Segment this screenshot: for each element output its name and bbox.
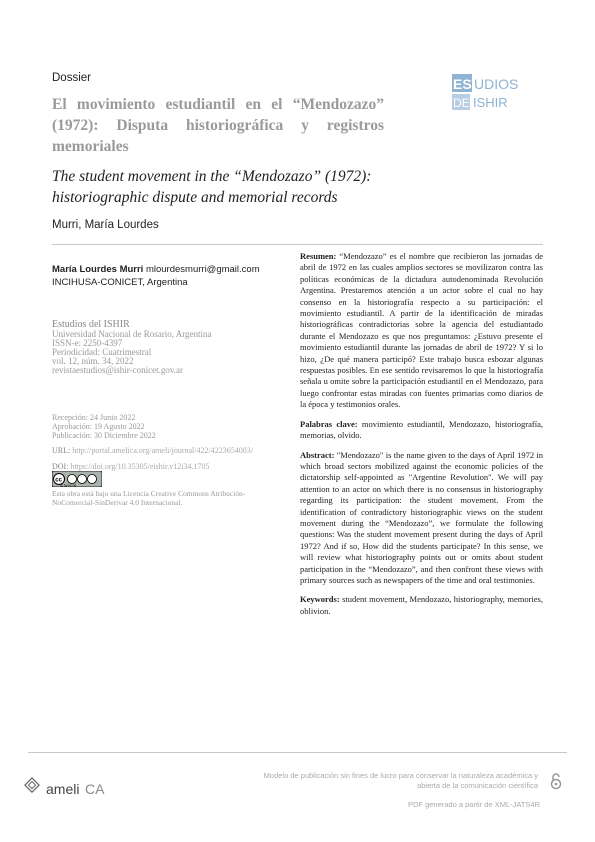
top-divider xyxy=(52,244,543,245)
by-icon xyxy=(68,475,77,484)
abstract-paragraph xyxy=(300,450,543,587)
amelica-diamond-icon xyxy=(25,778,39,792)
amelica-logo[interactable] xyxy=(24,772,144,800)
logo-text-del: DEL xyxy=(453,96,477,110)
resumen-paragraph xyxy=(300,251,543,411)
abstract-label: Abstract: xyxy=(300,449,335,460)
resumen-label: Resumen: xyxy=(300,251,337,261)
journal-periodicity: Periodicidad: Cuatrimestral xyxy=(52,347,152,357)
logo-text-ishir: ISHIR xyxy=(473,95,508,110)
nd-icon xyxy=(88,475,97,484)
journal-email[interactable]: revistaestudios@ishir-conicet.gov.ar xyxy=(52,365,183,375)
date-received: Recepción: 24 Junio 2022 xyxy=(52,413,136,422)
title-spanish: El movimiento estudiantil en el “Mendozazo” (1972): Disputa historiográfica y registros memoriales xyxy=(52,96,384,155)
url-label: URL: xyxy=(52,446,71,455)
logo-text-est: EST xyxy=(453,76,481,92)
author-line: Murri, María Lourdes xyxy=(52,219,159,231)
journal-logo xyxy=(452,74,542,114)
footer-model-line1: Modelo de publicación sin fines de lucro para conservar la naturaleza académica y xyxy=(263,771,538,780)
keywords-label: Keywords: xyxy=(300,594,340,605)
logo-text-udios: UDIOS xyxy=(474,76,519,92)
license-text xyxy=(52,489,284,507)
affiliation-institution: INCIHUSA-CONICET, Argentina xyxy=(52,277,188,288)
abstract-column xyxy=(300,251,543,625)
title-english: The student movement in the “Mendozazo” (1972): historiographic dispute and memorial records xyxy=(52,168,372,206)
amelica-text-b: CA xyxy=(85,781,105,797)
url-line xyxy=(52,446,284,455)
svg-text:cc: cc xyxy=(55,477,62,484)
article-dates xyxy=(52,413,284,440)
journal-info xyxy=(52,320,284,375)
open-access-icon xyxy=(549,772,563,790)
cc-license-badge[interactable] xyxy=(52,471,102,487)
journal-title: Estudios del ISHIR xyxy=(52,319,130,330)
nc-icon xyxy=(78,475,87,484)
license-link[interactable]: Licencia Creative Commons Atribución-NoComercial-SinDerivar 4.0 Internacional. xyxy=(52,489,246,507)
palabras-paragraph xyxy=(300,419,543,442)
palabras-label: Palabras clave: xyxy=(300,418,358,429)
doi-label: DOI: xyxy=(52,462,69,471)
bottom-divider xyxy=(28,752,567,753)
footer-model-line2: abierta de la comunicación científica xyxy=(417,781,538,790)
cc-badge-text: cc by nc nd xyxy=(60,483,77,487)
doi-link[interactable]: https://doi.org/10.35305/eishir.v12i34.1705 xyxy=(70,462,210,471)
footer-model-text xyxy=(232,771,538,791)
keywords-paragraph xyxy=(300,594,543,617)
pdf-generation-note: PDF generado a partir de XML-JATS4R xyxy=(407,800,540,809)
keywords-text: student movement, Mendozazo, historiography, memories, oblivion. xyxy=(300,594,543,616)
abstract-text: "Mendozazo" is the name given to the days of April 1972 in which broad sectors mobilized against the economic policies of the dictatorship self-appointed as "Argentine Revolution". We will pay attention to an actor on which there is no consensus in historiography regarding its participation: the student movement. From the identification of contradictory historiographic views on the student movement during the “Mendozazo”, we formulate the following questions: Was the student movement present during the days of April 1972? And if so, How did the students participate? In this sense, we will review what historiography points out or omits about student participation in the “Mendozazo”, and then confront these views with primary sources such as newspapers of the time and oral testimonies. xyxy=(300,449,543,585)
url-link[interactable]: http://portal.amelica.org/ameli/journal/422/4223654003/ xyxy=(72,446,253,455)
date-approved: Aprobación: 19 Agosto 2022 xyxy=(52,422,145,431)
palabras-text: movimiento estudiantil, Mendozazo, historiografía, memorias, olvido. xyxy=(300,418,543,441)
affiliation-author-name: María Lourdes Murri xyxy=(52,264,144,275)
license-prefix: Esta obra está bajo una xyxy=(52,489,124,498)
journal-issn: ISSN-e: 2250-4397 xyxy=(52,338,123,348)
journal-volume: vol. 12, núm. 34, 2022 xyxy=(52,356,134,366)
section-label: Dossier xyxy=(52,72,91,84)
date-published: Publicación: 30 Diciembre 2022 xyxy=(52,431,156,440)
journal-university: Universidad Nacional de Rosario, Argentina xyxy=(52,329,212,339)
amelica-text-a: ameli xyxy=(46,781,80,797)
doi-line xyxy=(52,462,284,471)
affiliation-author-email[interactable]: mlourdesmurri@gmail.com xyxy=(145,264,260,275)
affiliation-author xyxy=(52,264,284,275)
resumen-text: “Mendozazo” es el nombre que recibieron las jornadas de abril de 1972 en las cuales amplios sectores se movilizaron contra las políticas económicas de la dictadura autodenominada Revolución Argentina. Prestaremos atención a un actor sobre el cual no hay consenso en la historiografía respecto a su participación: el movimiento estudiantil. A partir de la identificación de miradas historiográficas contradictorias sobre la agencia del estudiantado durante el Mendozazo es que nos preguntamos: ¿Estuvo presente el movimiento estudiantil durante las jornadas de abril de 1972? Y si lo hizo, ¿De qué manera participó? Este trabajo busca esbozar algunas respuestas posibles. En ese sentido revisaremos lo que la historiografía señala u omite sobre la participación estudiantil en el Mendozazo, para luego confrontar estas miradas con fuentes primarias como diarios de la época y testimonios orales. xyxy=(300,251,543,410)
